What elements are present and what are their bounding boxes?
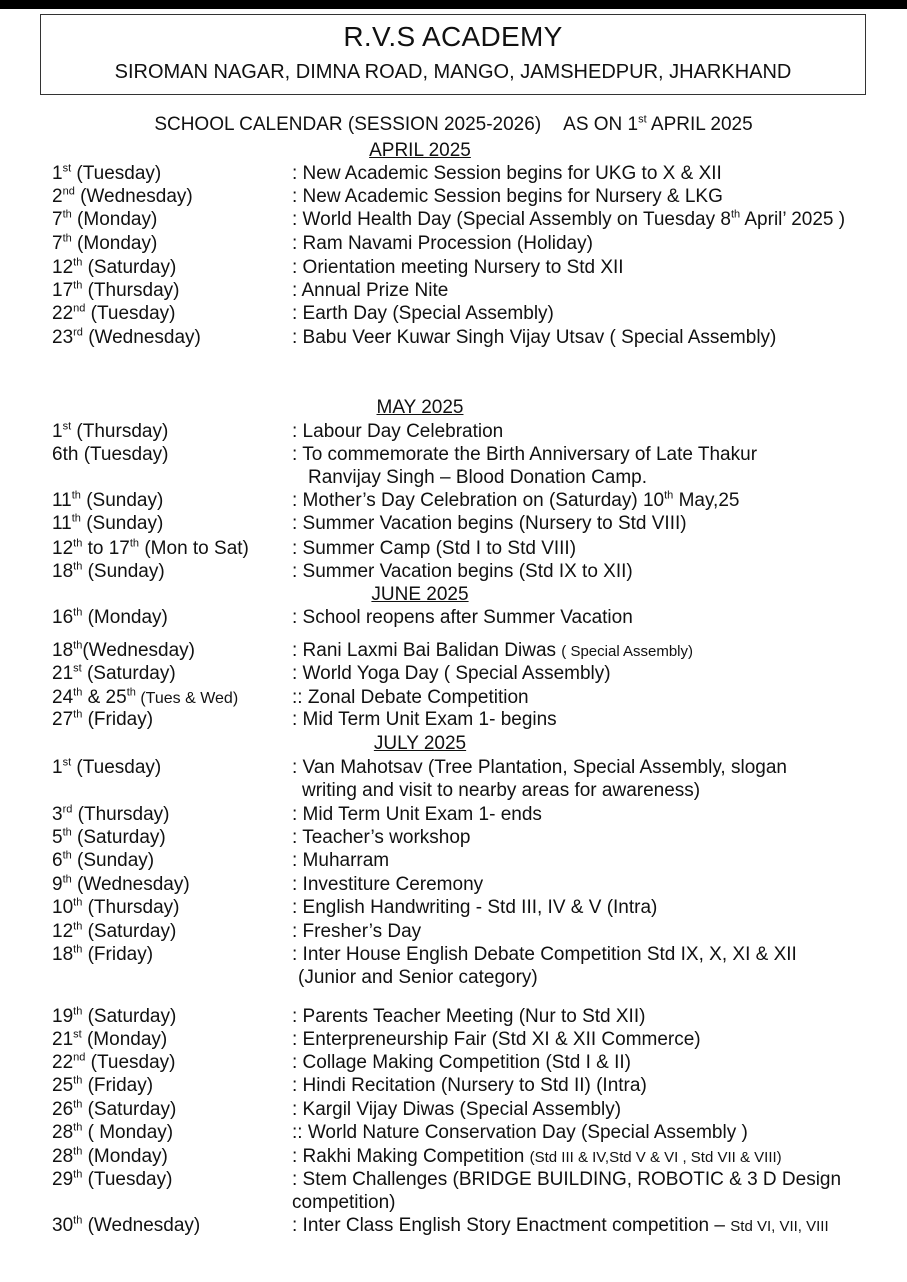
small-note-text: Std VI, VII, VIII [730, 1218, 829, 1235]
ordinal-suffix: th [62, 873, 72, 886]
text-segment: 22 [52, 1052, 74, 1073]
text-segment: (Sunday) [82, 561, 165, 582]
event-line [292, 302, 892, 325]
event-description [292, 512, 892, 535]
text-segment: (Tuesday) [82, 1169, 173, 1190]
event-date [52, 489, 163, 512]
text-segment: 12 [52, 921, 74, 942]
event-description [292, 443, 892, 489]
school-name: R.V.S ACADEMY [343, 21, 563, 52]
text-segment: 21 [52, 1029, 74, 1050]
text-segment: : Mid Term Unit Exam 1- ends [292, 804, 542, 825]
ordinal-suffix: nd [62, 185, 75, 198]
event-line [292, 1121, 892, 1144]
text-segment: ( Monday) [82, 1122, 174, 1143]
text-segment: : Ram Navami Procession (Holiday) [292, 233, 593, 254]
text-segment: : Kargil Vijay Diwas (Special Assembly) [292, 1099, 622, 1120]
text-segment: 23 [52, 327, 74, 348]
event-description [292, 873, 892, 896]
event-line [292, 1005, 892, 1028]
text-segment: : New Academic Session begins for UKG to X & XII [292, 163, 722, 184]
event-date [52, 1121, 173, 1144]
text-segment: (Saturday) [82, 1099, 177, 1120]
event-line [292, 1051, 892, 1074]
ordinal-suffix: th [73, 639, 83, 652]
text-segment: : Investiture Ceremony [292, 874, 484, 895]
text-segment: to 17 [82, 538, 130, 559]
small-date-text: (Tues & Wed) [135, 690, 239, 707]
event-date [52, 1168, 172, 1191]
event-line [292, 279, 892, 302]
text-segment: : Rakhi Making Competition [292, 1146, 530, 1167]
event-date [52, 279, 179, 302]
event-description [292, 708, 892, 731]
ordinal-suffix: st [62, 162, 72, 175]
event-line [292, 1098, 892, 1121]
small-note-text: (Std III & IV,Std V & VI , Std VII & VIII) [529, 1149, 782, 1166]
ordinal-suffix: th [73, 606, 83, 619]
event-line [292, 1074, 892, 1097]
text-segment: (Tuesday) [71, 757, 162, 778]
text-segment: : World Yoga Day ( Special Assembly) [292, 663, 611, 684]
as-on-sup: st [638, 113, 647, 126]
text-segment: (Monday) [71, 233, 158, 254]
text-segment: : Stem Challenges (BRIDGE BUILDING, ROBOTIC & 3 D Design [292, 1169, 842, 1190]
ordinal-suffix: th [62, 208, 72, 221]
text-segment: : World Health Day (Special Assembly on Tuesday 8 [292, 209, 731, 230]
event-description [292, 489, 892, 512]
event-date [52, 639, 195, 662]
school-address: SIROMAN NAGAR, DIMNA ROAD, MANGO, JAMSHEDPUR, JHARKHAND [114, 61, 792, 83]
text-segment: : Labour Day Celebration [292, 421, 504, 442]
ordinal-suffix: th [73, 896, 83, 909]
text-segment: (Tuesday) [71, 163, 162, 184]
ordinal-suffix: th [62, 826, 72, 839]
text-segment: : English Handwriting - Std III, IV & V (Intra) [292, 897, 658, 918]
text-segment: 1 [52, 757, 63, 778]
event-date [52, 686, 238, 710]
event-line [292, 826, 892, 849]
event-description [292, 1121, 892, 1144]
event-line [292, 420, 892, 443]
ordinal-suffix: th [71, 489, 81, 502]
event-date [52, 1074, 153, 1097]
ordinal-suffix: th [73, 708, 83, 721]
event-description [292, 1145, 892, 1169]
event-description [292, 756, 892, 802]
ordinal-suffix: th [73, 1098, 83, 1111]
text-segment: (Wednesday) [74, 186, 193, 207]
event-line [292, 162, 892, 185]
text-segment: : Orientation meeting Nursery to Std XII [292, 257, 624, 278]
text-segment: (Thursday) [82, 897, 180, 918]
ordinal-suffix: th [73, 920, 83, 933]
event-line [292, 489, 892, 512]
ordinal-suffix: st [62, 756, 72, 769]
text-segment: 1 [52, 163, 63, 184]
text-segment: 5 [52, 827, 63, 848]
event-line [292, 606, 892, 629]
ordinal-suffix: th [73, 279, 83, 292]
text-segment: (Sunday) [80, 513, 164, 534]
event-date [52, 443, 169, 466]
text-segment: (Saturday) [82, 1006, 177, 1027]
text-segment: (Wednesday) [82, 640, 195, 661]
text-segment: : Teacher’s workshop [292, 827, 471, 848]
event-date [52, 849, 154, 872]
text-segment: (Tuesday) [85, 1052, 176, 1073]
event-description [292, 162, 892, 185]
event-line [292, 326, 892, 349]
text-segment: 21 [52, 663, 74, 684]
event-date [52, 826, 166, 849]
text-segment: : Inter Class English Story Enactment competition – [292, 1215, 731, 1236]
text-segment: Ranvijay Singh – Blood Donation Camp. [308, 467, 648, 488]
event-line [292, 1214, 892, 1238]
text-segment: 9 [52, 874, 63, 895]
text-segment: : School reopens after Summer Vacation [292, 607, 633, 628]
text-segment: 29 [52, 1169, 74, 1190]
text-segment: : Collage Making Competition (Std I & II) [292, 1052, 631, 1073]
text-segment: (Wednesday) [71, 874, 190, 895]
text-segment: April’ 2025 ) [740, 209, 846, 230]
text-segment: competition) [292, 1192, 396, 1213]
ordinal-suffix: nd [73, 302, 86, 315]
event-date [52, 1214, 200, 1237]
event-date [52, 708, 153, 731]
event-description [292, 920, 892, 943]
event-line [292, 443, 892, 466]
event-description [292, 803, 892, 826]
event-date [52, 943, 153, 966]
text-segment: 2 [52, 186, 63, 207]
ordinal-suffix: st [73, 662, 82, 675]
event-line [292, 208, 892, 231]
text-segment: : Summer Camp (Std I to Std VIII) [292, 538, 577, 559]
ordinal-suffix: rd [62, 803, 73, 816]
event-description [292, 537, 892, 560]
text-segment: 12 [52, 257, 74, 278]
text-segment: : Summer Vacation begins (Std IX to XII) [292, 561, 633, 582]
calendar-session-title: SCHOOL CALENDAR (SESSION 2025-2026) [154, 114, 542, 135]
event-description [292, 686, 892, 709]
ordinal-suffix: th [73, 1214, 83, 1227]
text-segment: 27 [52, 709, 74, 730]
text-segment: (Saturday) [82, 257, 177, 278]
event-description [292, 256, 892, 279]
small-note-text: ( Special Assembly) [561, 643, 694, 660]
event-line [292, 896, 892, 919]
event-date [52, 803, 170, 826]
event-date [52, 326, 201, 349]
text-segment: (Friday) [82, 1075, 154, 1096]
event-date [52, 302, 176, 325]
text-segment: (Monday) [71, 209, 158, 230]
ordinal-suffix: th [126, 686, 136, 699]
text-segment: (Thursday) [71, 421, 169, 442]
text-segment: 1 [52, 421, 63, 442]
text-segment: : Inter House English Debate Competition Std IX, X, XI & XII [292, 944, 797, 965]
text-segment: 6 [52, 850, 63, 871]
event-description [292, 1214, 892, 1238]
text-segment: (Wednesday) [82, 327, 201, 348]
text-segment: (Saturday) [71, 827, 166, 848]
event-description [292, 1168, 892, 1214]
text-segment: : Mid Term Unit Exam 1- begins [292, 709, 557, 730]
text-segment: (Sunday) [80, 490, 164, 511]
text-segment: : Hindi Recitation (Nursery to Std II) (Intra) [292, 1075, 647, 1096]
as-on-suffix: APRIL 2025 [646, 114, 753, 135]
text-segment: (Friday) [82, 944, 154, 965]
text-segment: 18 [52, 944, 74, 965]
event-line [292, 849, 892, 872]
ordinal-suffix: th [71, 512, 81, 525]
text-segment: (Monday) [82, 1146, 168, 1167]
event-date [52, 162, 161, 185]
text-segment: (Tuesday) [85, 303, 176, 324]
ordinal-suffix: th [73, 537, 83, 550]
text-segment: : Earth Day (Special Assembly) [292, 303, 554, 324]
text-segment: 26 [52, 1099, 74, 1120]
text-segment: (Saturday) [82, 921, 177, 942]
text-segment: : Van Mahotsav (Tree Plantation, Special Assembly, slogan [292, 757, 787, 778]
event-date [52, 560, 165, 583]
ordinal-suffix: th [73, 560, 83, 573]
event-line [292, 512, 892, 535]
event-date [52, 512, 163, 535]
text-segment: : Annual Prize Nite [292, 280, 449, 301]
event-description [292, 1051, 892, 1074]
ordinal-suffix: th [73, 1121, 83, 1134]
ordinal-suffix: th [73, 1005, 83, 1018]
event-continuation-line [292, 1191, 892, 1214]
text-segment: (Friday) [82, 709, 154, 730]
event-date [52, 185, 193, 208]
text-segment: 22 [52, 303, 74, 324]
event-date [52, 873, 190, 896]
text-segment: (Saturday) [81, 663, 176, 684]
text-segment: 18 [52, 640, 74, 661]
event-description [292, 849, 892, 872]
event-line [292, 256, 892, 279]
text-segment: : Mother’s Day Celebration on (Saturday) 10 [292, 490, 665, 511]
text-segment: (Wednesday) [82, 1215, 201, 1236]
ordinal-suffix: st [73, 1028, 82, 1041]
event-line [292, 803, 892, 826]
event-description [292, 560, 892, 583]
ordinal-suffix: th [730, 208, 741, 221]
text-segment: 10 [52, 897, 74, 918]
ordinal-suffix: th [62, 849, 72, 862]
text-segment: (Monday) [82, 607, 168, 628]
event-line [292, 185, 892, 208]
event-date [52, 256, 176, 279]
event-continuation-line [292, 966, 892, 989]
text-segment: : Fresher’s Day [292, 921, 422, 942]
text-segment: (Sunday) [71, 850, 155, 871]
text-segment: 30 [52, 1215, 74, 1236]
text-segment: 3 [52, 804, 63, 825]
ordinal-suffix: st [62, 420, 72, 433]
event-description [292, 185, 892, 208]
month-heading: APRIL 2025 [369, 140, 471, 161]
event-continuation-line [292, 779, 892, 802]
event-description [292, 1005, 892, 1028]
event-description [292, 208, 892, 231]
ordinal-suffix: th [73, 943, 83, 956]
event-description [292, 232, 892, 255]
event-date [52, 232, 157, 255]
as-on-prefix: AS ON 1 [563, 114, 639, 135]
text-segment: 7 [52, 233, 63, 254]
ordinal-suffix: th [73, 1145, 83, 1158]
text-segment: 11 [52, 513, 72, 534]
ordinal-suffix: th [129, 537, 140, 550]
text-segment: 17 [52, 280, 74, 301]
text-segment: 24 [52, 687, 74, 708]
text-segment: 12 [52, 538, 74, 559]
event-line [292, 537, 892, 560]
event-line [292, 686, 892, 709]
event-date [52, 896, 179, 919]
event-description [292, 326, 892, 349]
text-segment: : Muharram [292, 850, 390, 871]
text-segment: : New Academic Session begins for Nursery & LKG [292, 186, 723, 207]
event-description [292, 639, 892, 663]
event-description [292, 1074, 892, 1097]
event-date [52, 208, 157, 231]
text-segment: May,25 [673, 490, 740, 511]
month-heading: JUNE 2025 [371, 584, 469, 605]
month-heading: JULY 2025 [373, 733, 467, 754]
event-date [52, 1028, 167, 1051]
event-description [292, 302, 892, 325]
event-line [292, 943, 892, 966]
event-line [292, 1145, 892, 1169]
ordinal-suffix: th [73, 1074, 83, 1087]
event-description [292, 606, 892, 629]
text-segment: : To commemorate the Birth Anniversary of Late Thakur [292, 444, 758, 465]
text-segment: 28 [52, 1146, 74, 1167]
event-date [52, 756, 161, 779]
event-description [292, 662, 892, 685]
text-segment: (Thursday) [72, 804, 170, 825]
event-date [52, 420, 168, 443]
event-date [52, 1051, 176, 1074]
event-line [292, 756, 892, 779]
text-segment: (Thursday) [82, 280, 180, 301]
month-heading: MAY 2025 [376, 397, 464, 418]
event-date [52, 1145, 168, 1168]
event-line [292, 639, 892, 663]
text-segment: :: World Nature Conservation Day (Special Assembly ) [292, 1122, 748, 1143]
ordinal-suffix: rd [73, 326, 83, 339]
event-date [52, 662, 176, 685]
event-description [292, 896, 892, 919]
text-segment: (Mon to Sat) [139, 538, 249, 559]
text-segment: : Summer Vacation begins (Nursery to Std VIII) [292, 513, 687, 534]
ordinal-suffix: th [62, 232, 72, 245]
event-date [52, 537, 249, 560]
text-segment: 11 [52, 490, 72, 511]
ordinal-suffix: th [73, 256, 83, 269]
event-description [292, 1098, 892, 1121]
text-segment: 25 [52, 1075, 74, 1096]
ordinal-suffix: nd [73, 1051, 86, 1064]
event-date [52, 1005, 176, 1028]
event-description [292, 279, 892, 302]
ordinal-suffix: th [73, 1168, 83, 1181]
text-segment: : Babu Veer Kuwar Singh Vijay Utsav ( Special Assembly) [292, 327, 777, 348]
event-line [292, 560, 892, 583]
event-date [52, 606, 168, 629]
event-line [292, 232, 892, 255]
event-description [292, 826, 892, 849]
text-segment: (Monday) [81, 1029, 168, 1050]
event-line [292, 1028, 892, 1051]
text-segment: writing and visit to nearby areas for awareness) [302, 780, 701, 801]
text-segment: (Junior and Senior category) [298, 967, 538, 988]
event-line [292, 708, 892, 731]
text-segment: 18 [52, 561, 74, 582]
text-segment: 28 [52, 1122, 74, 1143]
text-segment: 7 [52, 209, 63, 230]
event-description [292, 1028, 892, 1051]
text-segment: : Enterpreneurship Fair (Std XI & XII Commerce) [292, 1029, 701, 1050]
ordinal-suffix: th [73, 686, 83, 699]
text-segment: 16 [52, 607, 74, 628]
event-date [52, 1098, 176, 1121]
ordinal-suffix: th [664, 489, 674, 502]
text-segment: 6th (Tuesday) [52, 444, 169, 465]
text-segment: & 25 [82, 687, 127, 708]
text-segment: : Rani Laxmi Bai Balidan Diwas [292, 640, 562, 661]
event-description [292, 420, 892, 443]
event-date [52, 920, 176, 943]
text-segment: :: Zonal Debate Competition [292, 687, 529, 708]
event-description [292, 943, 892, 989]
text-segment: 19 [52, 1006, 74, 1027]
event-continuation-line [292, 466, 892, 489]
event-line [292, 662, 892, 685]
event-line [292, 920, 892, 943]
text-segment: : Parents Teacher Meeting (Nur to Std XII) [292, 1006, 646, 1027]
event-line [292, 1168, 892, 1191]
event-line [292, 873, 892, 896]
